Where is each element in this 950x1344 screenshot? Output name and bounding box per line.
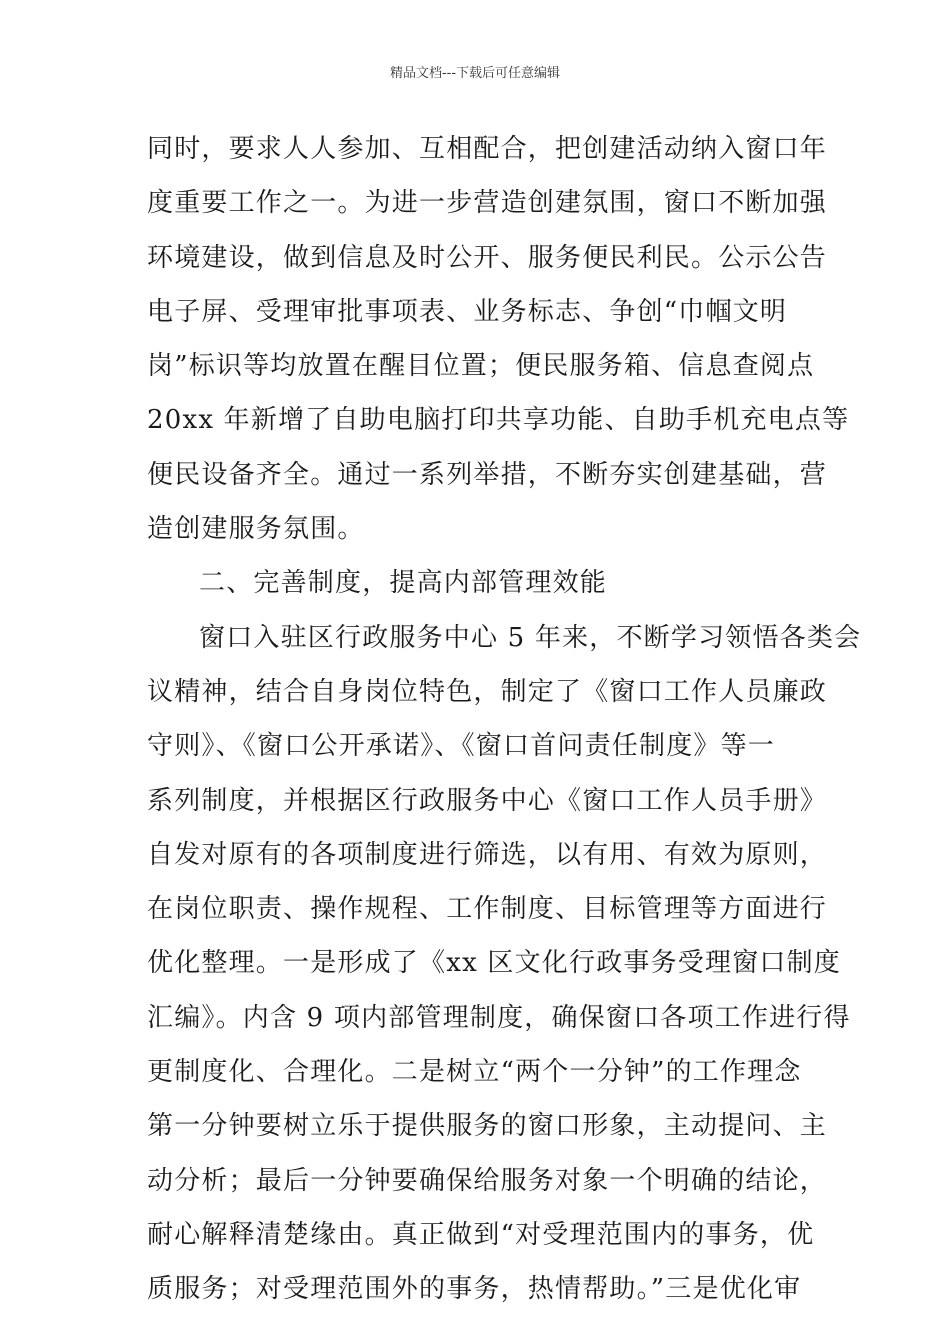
text-line: 自发对原有的各项制度进行筛选，以有用、有效为原则， bbox=[147, 839, 828, 870]
text-line: 耐心解释清楚缘由。真正做到“对受理范围内的事务，优 bbox=[147, 1219, 815, 1250]
page-header: 精品文档---下载后可任意编辑 bbox=[389, 66, 561, 81]
text-line: 优化整理。一是形成了《xx 区文化行政事务受理窗口制度 bbox=[147, 948, 841, 979]
text-line: 度重要工作之一。为进一步营造创建氛围，窗口不断加强 bbox=[147, 188, 828, 219]
text-line: 便民设备齐全。通过一系列举措，不断夯实创建基础，营 bbox=[147, 459, 828, 490]
text-line: 电子屏、受理审批事项表、业务标志、争创“巾帼文明 bbox=[147, 296, 788, 327]
section-heading: 二、完善制度，提高内部管理效能 bbox=[199, 568, 608, 599]
text-line: 同时，要求人人参加、互相配合，把创建活动纳入窗口年 bbox=[147, 134, 828, 164]
document-body bbox=[147, 122, 862, 1317]
text-line: 汇编》。内含 9 项内部管理制度，确保窗口各项工作进行得 bbox=[147, 1002, 851, 1033]
text-line: 在岗位职责、操作规程、工作制度、目标管理等方面进行 bbox=[147, 894, 828, 925]
text-line: 第一分钟要树立乐于提供服务的窗口形象，主动提问、主 bbox=[147, 1111, 828, 1142]
text-line: 议精神，结合自身岗位特色，制定了《窗口工作人员廉政 bbox=[147, 676, 828, 707]
text-line: 20xx 年新增了自助电脑打印共享功能、自助手机充电点等 bbox=[147, 405, 850, 436]
text-line: 系列制度，并根据区行政服务中心《窗口工作人员手册》 bbox=[147, 785, 828, 816]
text-line: 守则》、《窗口公开承诺》、《窗口首问责任制度》等一 bbox=[147, 731, 776, 762]
text-line: 岗”标识等均放置在醒目位置；便民服务箱、信息查阅点 bbox=[147, 351, 815, 382]
text-line: 造创建服务氛围。 bbox=[147, 514, 365, 545]
text-line: 环境建设，做到信息及时公开、服务便民利民。公示公告 bbox=[147, 242, 828, 273]
text-line: 质服务；对受理范围外的事务，热情帮助。”三是优化审 bbox=[147, 1274, 802, 1305]
text-line: 窗口入驻区行政服务中心 5 年来，不断学习领悟各类会 bbox=[199, 622, 862, 653]
text-line: 更制度化、合理化。二是树立“两个一分钟”的工作理念 bbox=[147, 1057, 802, 1088]
text-line: 动分析；最后一分钟要确保给服务对象一个明确的结论， bbox=[147, 1165, 828, 1196]
